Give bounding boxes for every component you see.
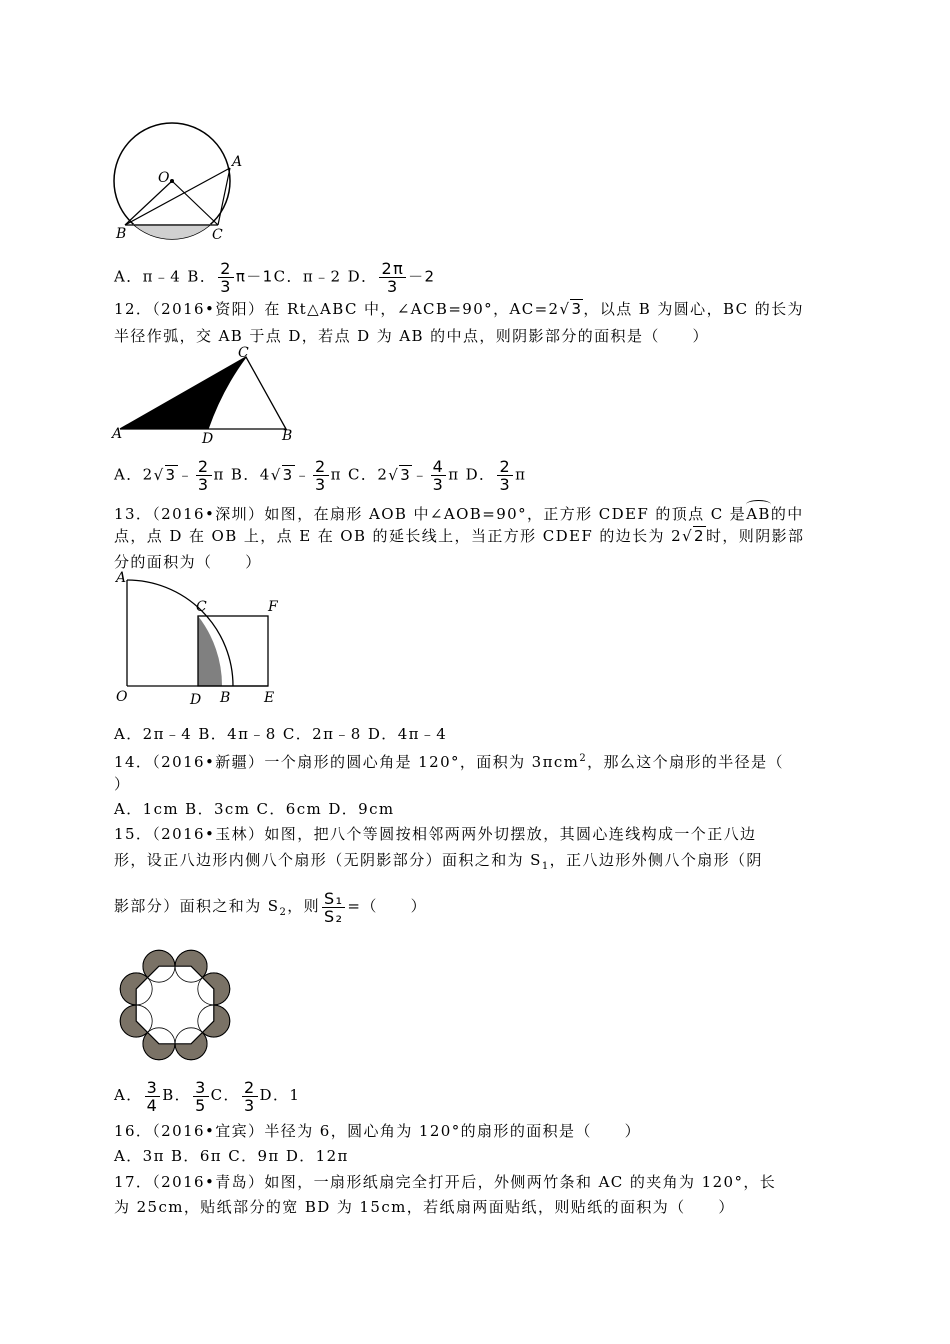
q12-label-b: B <box>282 428 293 444</box>
q11-label-c: C <box>212 227 223 243</box>
q17-line2: 为 25cm，贴纸部分的宽 BD 为 15cm，若纸扇两面贴纸，则贴纸的面积为（ ） <box>114 1198 735 1216</box>
q15-options: A． $\frac{3}{4}$ B． $\frac{3}{5}$ C． $\frac{2}{3}$ D．1 <box>114 1077 301 1115</box>
q13-label-a: A <box>116 570 127 586</box>
q12-line1: 12．（2016•资阳）在 Rt△ABC 中，∠ACB=90°，AC=2√3，以点 B 为圆心，BC 的长为 <box>114 300 804 318</box>
q12-sqrt: √3 <box>559 300 583 318</box>
q13-arc-ab: AB <box>746 500 771 524</box>
q17-line1: 17．（2016•青岛）如图，一扇形纸扇完全打开后，外侧两竹条和 AC 的夹角为 120°，长 <box>114 1173 777 1191</box>
q12-label-d: D <box>202 431 214 447</box>
q13-options: A．2π﹣4 B．4π﹣8 C．2π﹣8 D．4π﹣4 <box>114 725 448 743</box>
q13-label-b: B <box>220 690 231 706</box>
q15-line2: 形，设正八边形内侧八个扇形（无阴影部分）面积之和为 $S_1$，正八边形外侧八个扇形（阴 <box>114 851 763 872</box>
q13-label-d: D <box>190 692 202 708</box>
q13-shaded-region <box>198 616 222 686</box>
q12-options: A．2√3﹣ $\frac{2}{3}$ π B．4√3﹣ $\frac{2}{3}$ π C．2√3﹣ $\frac{4}{3}$ π D． $\frac{2}{3}$ π <box>114 457 527 494</box>
q13-label-e: E <box>264 690 275 706</box>
q14-line1: 14．（2016•新疆）一个扇形的圆心角是 120°，面积为 3πcm$^2$，那么这个扇形的半径是（ <box>114 753 784 771</box>
q15-eight-circles-figure <box>110 940 240 1070</box>
q13-label-f: F <box>268 599 278 615</box>
q13-line1: 13．（2016•深圳）如图，在扇形 AOB 中∠AOB=90°，正方形 CDEF 的顶点 C 是AB的中 <box>114 500 804 524</box>
q16-line1: 16．（2016•宜宾）半径为 6，圆心角为 120°的扇形的面积是（ ） <box>114 1122 642 1140</box>
q11-frac-b: $\frac{2}{3}$ <box>220 259 232 296</box>
q13-label-o: O <box>116 689 128 705</box>
q14-options: A．1cm B．3cm C．6cm D．9cm <box>114 800 395 818</box>
q11-label-a: A <box>232 154 243 170</box>
q11-options: A．π﹣4 B． $\frac{2}{3}$ π－1C．π﹣2 D． $\frac{2\pi}{3}$ －2 <box>114 259 436 296</box>
q11-circle-figure <box>108 120 248 245</box>
q16-options: A．3π B．6π C．9π D．12π <box>114 1147 349 1165</box>
q13-label-c: C <box>196 599 207 615</box>
q13-line2: 点，点 D 在 OB 上，点 E 在 OB 的延长线上，当正方形 CDEF 的边长为 2√2时，则阴影部 <box>114 527 805 545</box>
q11-label-b: B <box>116 226 127 242</box>
q14-line2: ） <box>114 775 131 793</box>
q12-label-a: A <box>112 426 123 442</box>
q13-line3: 分的面积为（ ） <box>114 553 262 571</box>
q15-line1: 15．（2016•玉林）如图，把八个等圆按相邻两两外切摆放，其圆心连线构成一个正八边 <box>114 825 757 843</box>
q12-triangle-figure <box>110 345 300 447</box>
q13-sector-figure <box>110 570 290 710</box>
q11-label-o: O <box>158 170 170 186</box>
q11-frac-d: $\frac{2\pi}{3}$ <box>381 259 405 296</box>
q12-line2: 半径作弧，交 AB 于点 D，若点 D 为 AB 的中点，则阴影部分的面积是（ ） <box>114 327 709 345</box>
q12-label-c: C <box>238 345 249 361</box>
q15-line3: 影部分）面积之和为 $S_2$，则 $\frac{\text{S₁}}{\text{S₂}}$ =（ ） <box>114 888 427 926</box>
